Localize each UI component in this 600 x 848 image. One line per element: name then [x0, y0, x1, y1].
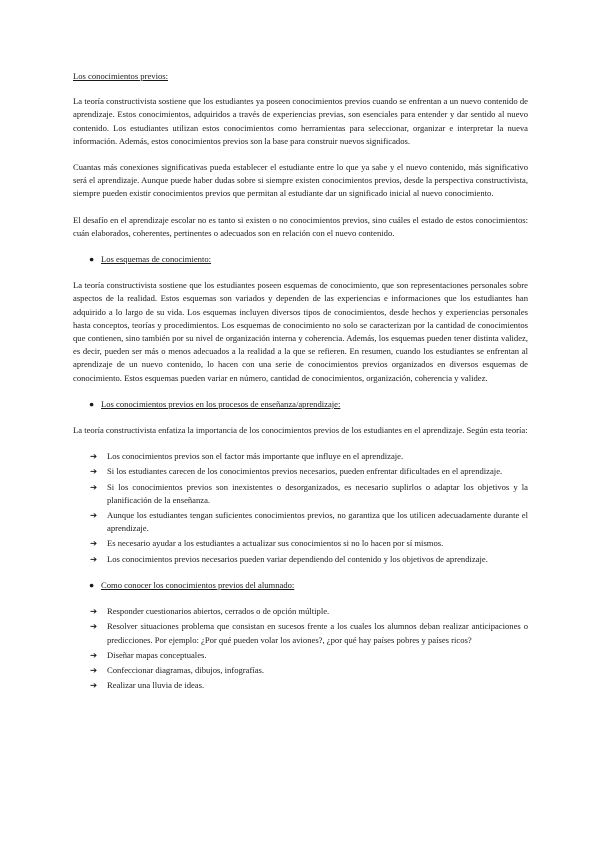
document-page	[73, 70, 528, 705]
intro-paragraph-3: El desafío en el aprendizaje escolar no es tanto si existen o no conocimientos previos, sino cuáles el estado de estos conocimientos: cuán elaborados, coherentes, pertinentes o adecuados son en relación con el nuevo contenido.	[73, 214, 528, 238]
list-item-text: Los conocimientos previos necesarios pueden variar dependiendo del contenido y los objetivos de aprendizaje.	[107, 553, 488, 564]
page-title: Los conocimientos previos:	[73, 71, 168, 81]
arrow-right-icon: ➔	[90, 466, 98, 477]
list-item-text: Realizar una lluvia de ideas.	[107, 680, 205, 691]
list-item	[73, 664, 528, 677]
list-item	[73, 679, 528, 692]
list-item	[73, 465, 528, 478]
bullet-dot-icon: ●	[89, 579, 95, 590]
list-item-text: Los conocimientos previos son el factor más importante que influye en el aprendizaje.	[107, 451, 404, 462]
section-paragraph-esquemas: La teoría constructivista sostiene que los estudiantes poseen esquemas de conocimiento, que son representaciones personales sobre aspectos de la realidad. Estos esquemas son variados y dependen de las experiencias e informaciones que los estudiantes han adquirido a lo largo de su vida. Los esquemas incluyen diversos tipos de conocimientos, desde hechos y experiencias personales hasta conceptos, teorías y procedimientos. Los esquemas de conocimiento no solo se caracterizan por la cantidad de conocimientos que contienen, sino también por su nivel de organización interna y coherencia. Además, los esquemas pueden tener distinta validez, es decir, pueden ser más o menos adecuados a la realidad a la que se refieren. En resumen, cuando los estudiantes se enfrentan al aprendizaje de un nuevo contenido, lo hacen con una serie de conocimientos previos organizados en diversos esquemas de conocimiento. Estos esquemas pueden variar en número, cantidad de conocimientos, organización, coherencia y validez.	[73, 280, 528, 383]
intro-paragraph-2: Cuantas más conexiones significativas pueda establecer el estudiante entre lo que ya sabe y el nuevo contenido, más significativo será el aprendizaje. Aunque puede haber dudas sobre si siempre existen conocimientos previos, desde la perspectiva constructivista, siempre pueden existir conocimientos previos que permitan al estudiante dar un significado inicial al nuevo conocimiento.	[73, 162, 528, 199]
list-item-text: Es necesario ayudar a los estudiantes a actualizar sus conocimientos si no lo hacen por sí mismos.	[107, 538, 444, 549]
arrow-right-icon: ➔	[90, 510, 98, 521]
section-heading-procesos	[73, 398, 528, 411]
list-item	[73, 509, 528, 535]
list-item	[73, 481, 528, 507]
list-item	[73, 450, 528, 463]
bullet-dot-icon: ●	[89, 398, 95, 409]
section-heading-text: Los esquemas de conocimiento:	[101, 254, 212, 265]
arrow-right-icon: ➔	[90, 481, 98, 492]
arrow-list-como-conocer	[73, 605, 528, 692]
arrow-right-icon: ➔	[90, 538, 98, 549]
arrow-right-icon: ➔	[90, 649, 98, 660]
list-item-text: Responder cuestionarios abiertos, cerrados o de opción múltiple.	[107, 606, 330, 617]
section-heading-text: Los conocimientos previos en los procesos de enseñanza/aprendizaje:	[101, 398, 341, 409]
list-item	[73, 537, 528, 550]
bullet-dot-icon: ●	[89, 254, 95, 265]
list-item	[73, 649, 528, 662]
list-item-text: Diseñar mapas conceptuales.	[107, 649, 207, 660]
arrow-right-icon: ➔	[90, 553, 98, 564]
arrow-right-icon: ➔	[90, 680, 98, 691]
list-item	[73, 553, 528, 566]
list-item-text: Si los estudiantes carecen de los conocimientos previos necesarios, pueden enfrentar dificultades en el aprendizaje.	[107, 466, 503, 477]
list-item	[73, 605, 528, 618]
arrow-right-icon: ➔	[90, 621, 98, 632]
list-item-text: Si los conocimientos previos son inexistentes o desorganizados, es necesario suplirlos o adaptar los objetivos y la planificación de la enseñanza.	[107, 481, 528, 505]
section-paragraph-procesos: La teoría constructivista enfatiza la importancia de los conocimientos previos de los estudiantes en el aprendizaje. Según esta teoría:	[73, 425, 528, 436]
arrow-list-procesos	[73, 450, 528, 566]
list-item-text: Confeccionar diagramas, dibujos, infografías.	[107, 664, 265, 675]
arrow-right-icon: ➔	[90, 606, 98, 617]
section-heading-esquemas	[73, 253, 528, 266]
intro-paragraph-1: La teoría constructivista sostiene que los estudiantes ya poseen conocimientos previos cuando se enfrentan a un nuevo contenido de aprendizaje. Estos conocimientos, adquiridos a través de experiencias previas, son esenciales para entender y dar sentido al nuevo contenido. Los estudiantes utilizan estos conocimientos como herramientas para seleccionar, organizar e interpretar la nueva información. Además, estos conocimientos previos son la base para construir nuevos significados.	[73, 96, 528, 146]
arrow-right-icon: ➔	[90, 664, 98, 675]
section-heading-text: Como conocer los conocimientos previos del alumnado:	[101, 579, 295, 590]
list-item-text: Aunque los estudiantes tengan suficientes conocimientos previos, no garantiza que los utilicen adecuadamente durante el aprendizaje.	[107, 510, 528, 534]
arrow-right-icon: ➔	[90, 451, 98, 462]
list-item-text: Resolver situaciones problema que consistan en sucesos frente a los cuales los alumnos deban realizar anticipaciones o predicciones. Por ejemplo: ¿Por qué pueden volar los aviones?, ¿por qué hay países pobres y países ricos?	[107, 621, 528, 645]
list-item	[73, 620, 528, 646]
section-heading-como-conocer	[73, 579, 528, 592]
